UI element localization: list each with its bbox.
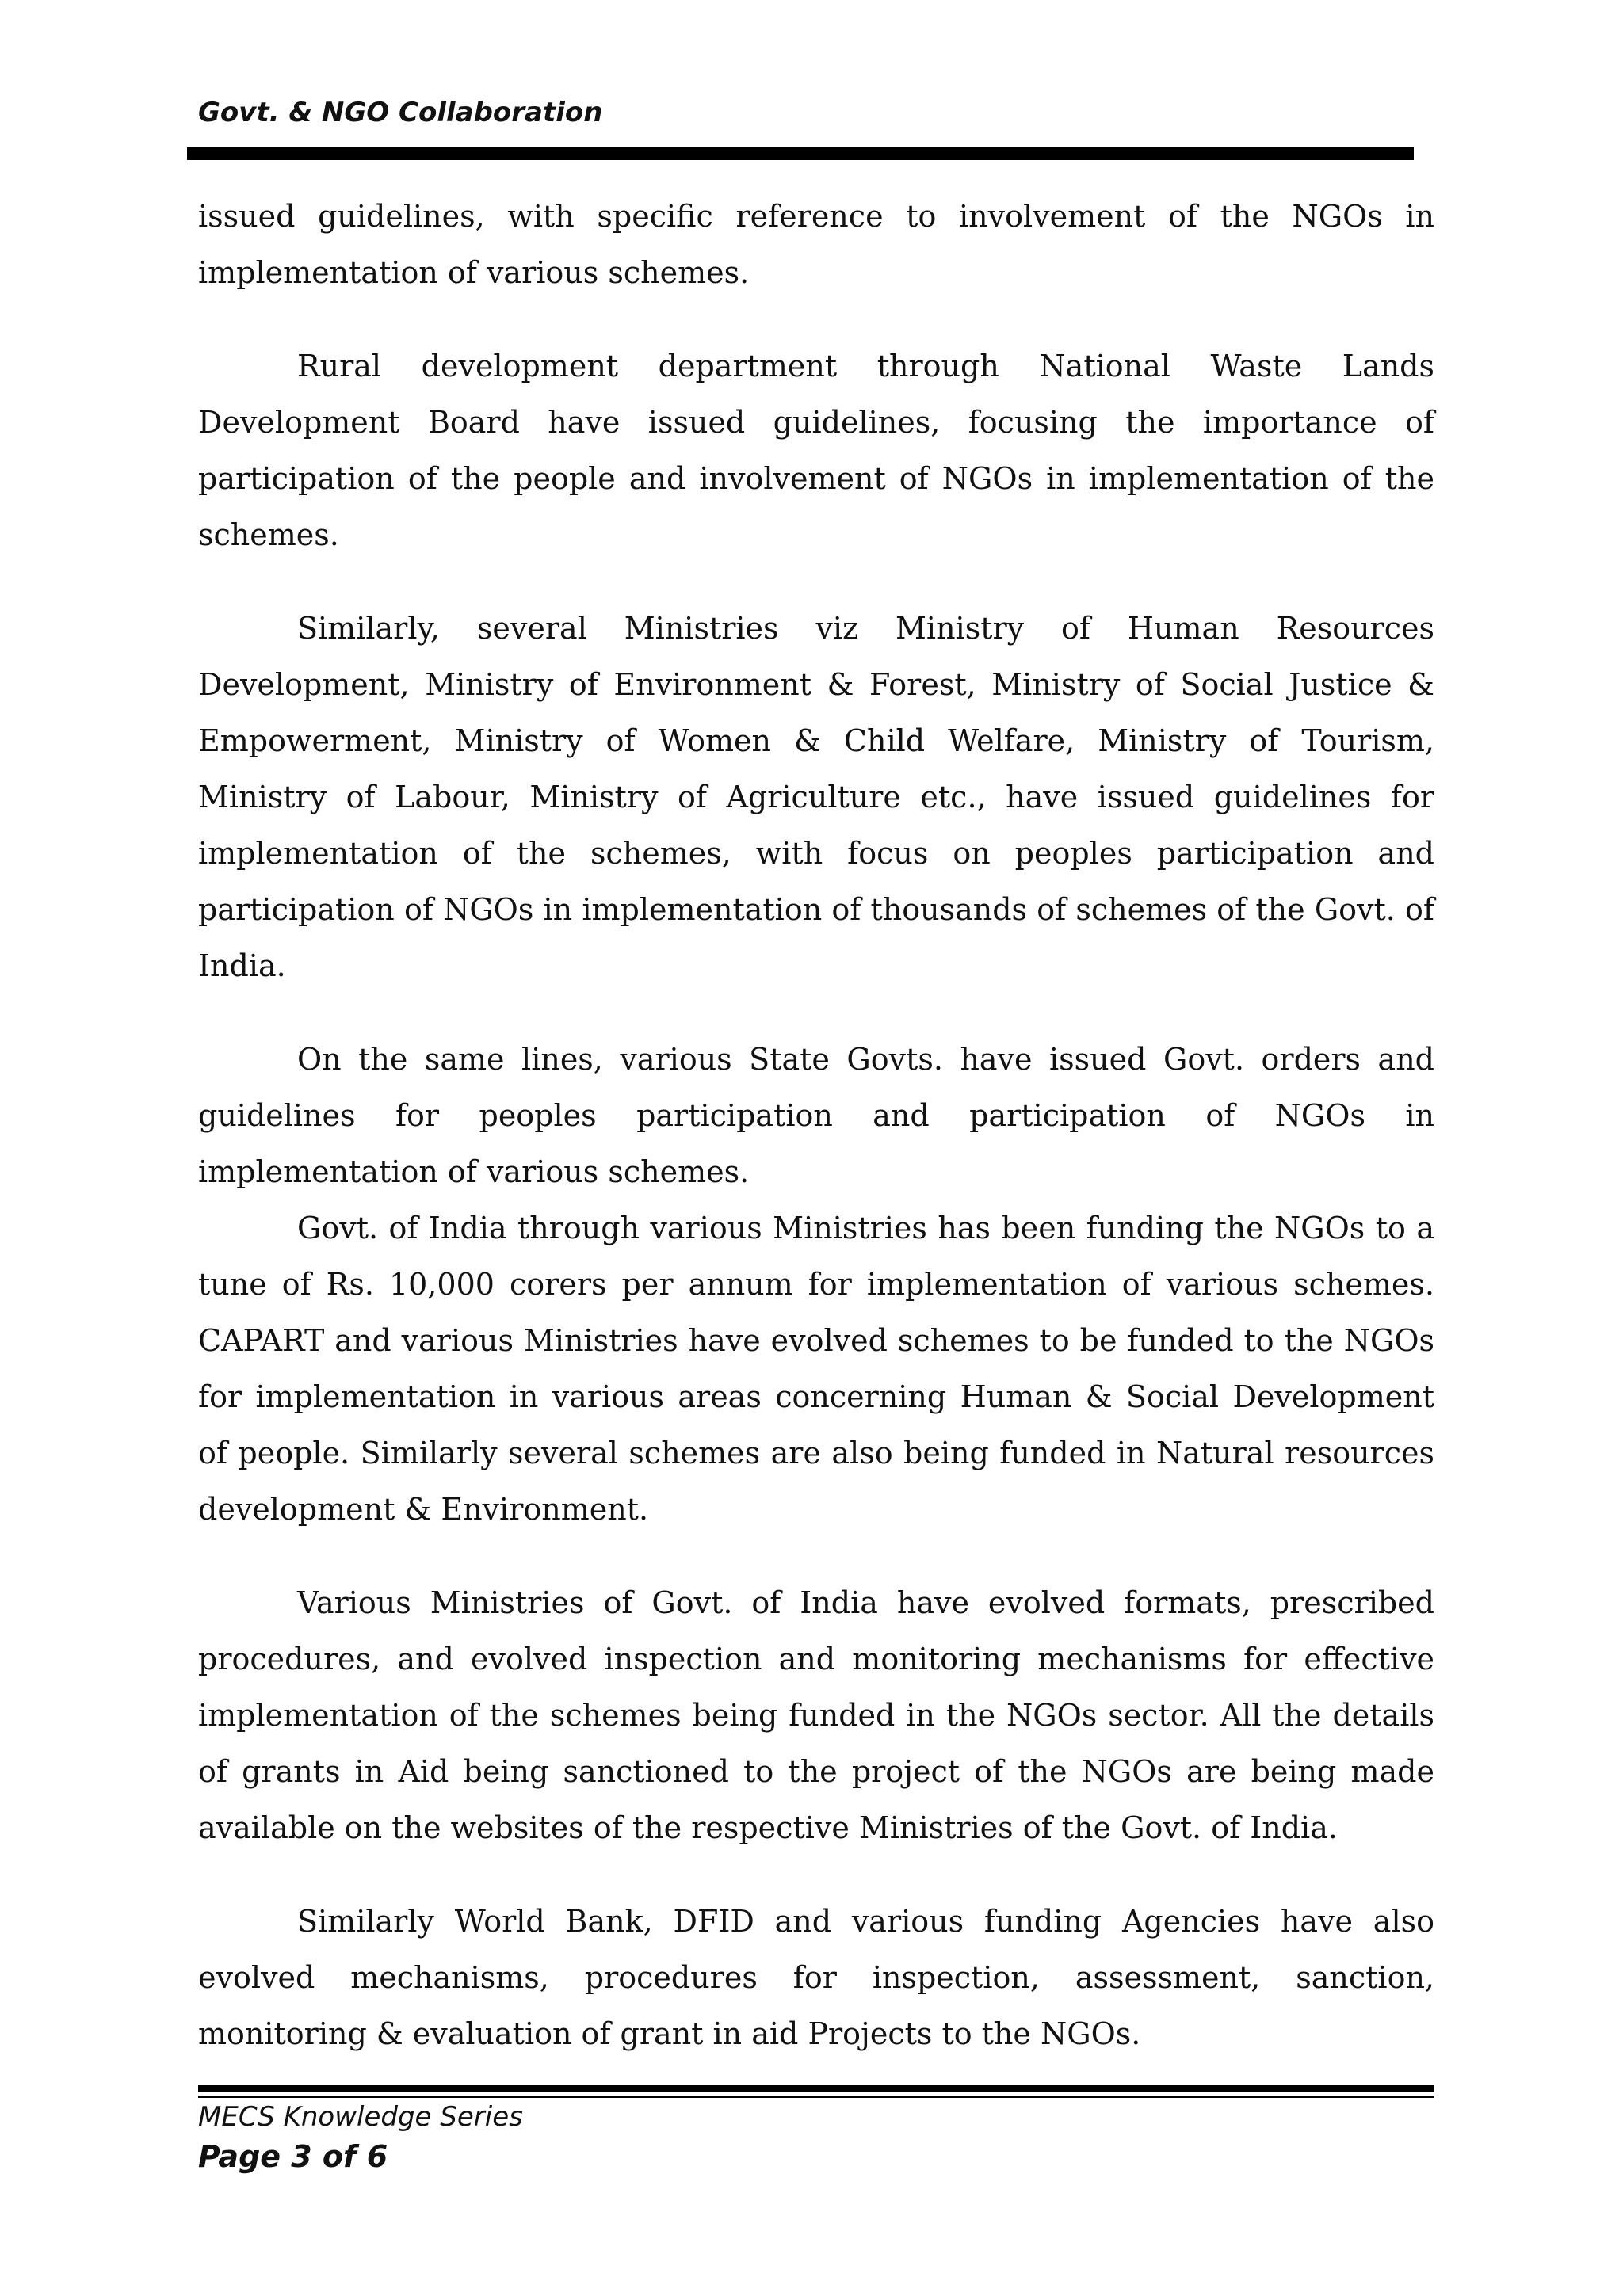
- paragraph-state-govts: On the same lines, various State Govts. have issued Govt. orders and guidelines for peoples participation and participation of NGOs in implementation of various schemes.: [198, 1042, 1434, 1189]
- header-rule: [187, 147, 1414, 160]
- footer-rule-thick: [198, 2085, 1434, 2092]
- paragraph-funding: Govt. of India through various Ministries has been funding the NGOs to a tune of Rs. 10,000 corers per annum for implementation of various schemes. CAPART and various Ministries have evolved schemes to be funded to the NGOs for implementation in various areas concerning Human & Social Development of people. Similarly several schemes are also being funded in Natural resources development & Environment.: [198, 1211, 1434, 1527]
- paragraph-ministries: Similarly, several Ministries viz Ministry of Human Resources Development, Ministry of Environment & Forest, Ministry of Social Justice & Empowerment, Ministry of Women & Child Welfare, Ministry of Tourism, Ministry of Labour, Ministry of Agriculture etc., have issued guidelines for implementation of the schemes, with focus on peoples participation and participation of NGOs in implementation of thousands of schemes of the Govt. of India.: [198, 611, 1434, 983]
- page-body: [198, 189, 1434, 2062]
- paragraph-world-bank: Similarly World Bank, DFID and various funding Agencies have also evolved mechanisms, procedures for inspection, assessment, sanction, monitoring & evaluation of grant in aid Projects to the NGOs.: [198, 1904, 1434, 2051]
- footer-series-title: MECS Knowledge Series: [198, 2101, 523, 2133]
- paragraph-continuation: issued guidelines, with specific reference to involvement of the NGOs in implementation of various schemes.: [198, 199, 1434, 290]
- running-header-title: Govt. & NGO Collaboration: [198, 97, 603, 128]
- page-number: Page 3 of 6: [198, 2139, 388, 2174]
- footer-rule-thin: [198, 2096, 1434, 2098]
- paragraph-formats-procedures: Various Ministries of Govt. of India have evolved formats, prescribed procedures, and evolved inspection and monitoring mechanisms for effective implementation of the schemes being funded in the NGOs sector. All the details of grants in Aid being sanctioned to the project of the NGOs are being made available on the websites of the respective Ministries of the Govt. of India.: [198, 1585, 1434, 1845]
- paragraph-rural-development: Rural development department through National Waste Lands Development Board have issued guidelines, focusing the importance of participation of the people and involvement of NGOs in implementation of the schemes.: [198, 349, 1434, 552]
